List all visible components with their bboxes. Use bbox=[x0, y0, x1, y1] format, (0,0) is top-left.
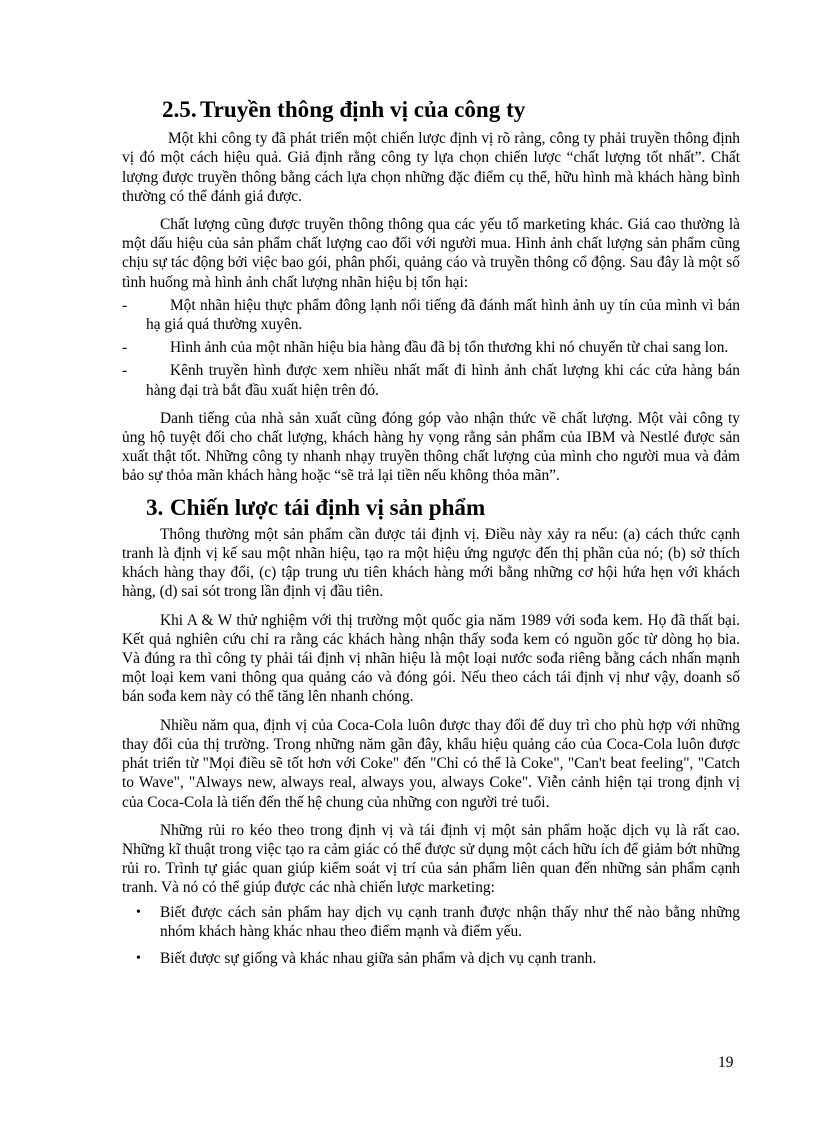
section-title: Truyền thông định vị của công ty bbox=[200, 96, 526, 122]
dash-marker: - bbox=[122, 296, 128, 314]
list-item: - Hình ảnh của một nhãn hiệu bia hàng đầu đã bị tổn thương khi nó chuyển từ chai sang lon. bbox=[122, 339, 729, 357]
paragraph: Danh tiếng của nhà sản xuất cũng đóng góp vào nhận thức về chất lượng. Một vài công ty ủng hộ tuyệt đối cho chất lượng, khách hàng hy vọng rằng sản phẩm của IBM và Nestlé được sản xuất thật tốt. Những công ty nhanh nhạy truyền thông chất lượng của mình cho người mua và đảm bảo sự thỏa mãn khách hàng hoặc “sẽ trả lại tiền nếu không thỏa mãn”. bbox=[122, 409, 740, 485]
paragraph: Thông thường một sản phẩm cần được tái định vị. Điều này xảy ra nếu: (a) cách thức cạnh tranh là định vị kế sau một nhãn hiệu, tạo ra một hiệu ứng ngược đến thị phần của nó; (b) sở thích khách hàng thay đổi, (c) tập trung ưu tiên khách hàng mới bằng những cơ hội hứa hẹn với khách hàng, (d) sai sót trong lần định vị đầu tiên. bbox=[122, 525, 740, 601]
paragraph: Những rủi ro kéo theo trong định vị và tái định vị một sản phẩm hoặc dịch vụ là rất cao. Những kĩ thuật trong việc tạo ra cảm giác có thể được sử dụng một cách hữu ích để giảm bớt những rủi ro. Trình tự giác quan giúp kiểm soát vị trí của sản phẩm liên quan đến những sản phẩm cạnh tranh. Và nó có thể giúp được các nhà chiến lược marketing: bbox=[122, 821, 740, 897]
list-item: • Biết được cách sản phẩm hay dịch vụ cạnh tranh được nhận thấy như thế nào bằng những nhóm khách hàng khác nhau theo điểm mạnh và điểm yếu. bbox=[136, 903, 740, 940]
section-number: 2.5. bbox=[162, 96, 197, 122]
bullet-icon: • bbox=[136, 904, 141, 920]
section-heading-3 bbox=[146, 493, 740, 520]
list-item: - Kênh truyền hình được xem nhiều nhất mất đi hình ảnh chất lượng khi các cửa hàng bán hàng đại trà bắt đầu xuất hiện trên đó. bbox=[122, 362, 740, 399]
list-item: - Một nhãn hiệu thực phẩm đông lạnh nổi tiếng đã đánh mất hình ảnh uy tín của mình vì bán hạ giá quá thường xuyên. bbox=[122, 296, 740, 334]
section-title: Chiến lược tái định vị sản phẩm bbox=[170, 493, 486, 520]
bullet-icon: • bbox=[136, 950, 141, 966]
list-item: • Biết được sự giống và khác nhau giữa sản phẩm và dịch vụ cạnh tranh. bbox=[136, 949, 597, 967]
section-heading-2-5 bbox=[162, 96, 740, 122]
dash-list bbox=[122, 296, 740, 400]
dash-marker: - bbox=[122, 362, 128, 380]
paragraph: Chất lượng cũng được truyền thông thông qua các yếu tố marketing khác. Giá cao thường là một dấu hiệu của sản phẩm chất lượng cao đối với người mua. Hình ảnh chất lượng sản phẩm cũng chịu sự tác động bởi việc bao gói, phân phối, quảng cáo và truyền thông cổ động. Sau đây là một số tình huống mà hình ảnh chất lượng nhãn hiệu bị tổn hại: bbox=[122, 216, 740, 291]
page-number: 19 bbox=[718, 1054, 734, 1071]
document-page bbox=[122, 96, 740, 977]
paragraph: Nhiều năm qua, định vị của Coca-Cola luôn được thay đổi để duy trì cho phù hợp với những thay đổi của thị trường. Trong những năm gần đây, khẩu hiệu quảng cáo của Coca-Cola luôn được phát triển từ "Mọi điều sẽ tốt hơn với Coke" đến "Chỉ có thể là Coke", "Can't beat feeling", "Catch to Wave", "Always new, always real, always you, always Coke". Viễn cảnh hiện tại trong định vị của Coca-Cola là tiến đến thế hệ chung của những con người trẻ tuổi. bbox=[122, 716, 740, 811]
bullet-list bbox=[122, 903, 740, 969]
paragraph: Khi A & W thử nghiệm với thị trường một quốc gia năm 1989 với sođa kem. Họ đã thất bại. Kết quả nghiên cứu chỉ ra rằng các khách hàng nhận thấy sođa kem có nguồn gốc từ dòng họ bia. Và đúng ra thì công ty phải tái định vị nhãn hiệu là một loại nước sođa riêng bằng cách nhấn mạnh một loại kem vani thông qua quảng cáo và đóng gói. Nếu theo cách tái định vị như vậy, doanh số bán sođa kem này có thể tăng lên nhanh chóng. bbox=[122, 611, 740, 706]
paragraph: Một khi công ty đã phát triển một chiến lược định vị rõ ràng, công ty phải truyền thông định vị đó một cách hiệu quả. Giả định rằng công ty lựa chọn chiến lược “chất lượng tốt nhất”. Chất lượng được truyền thông bằng cách lựa chọn những đặc điểm cụ thể, hữu hình mà khách hàng bình thường có thể đánh giá được. bbox=[122, 130, 740, 205]
section-number: 3. bbox=[146, 493, 164, 520]
dash-marker: - bbox=[122, 339, 128, 357]
